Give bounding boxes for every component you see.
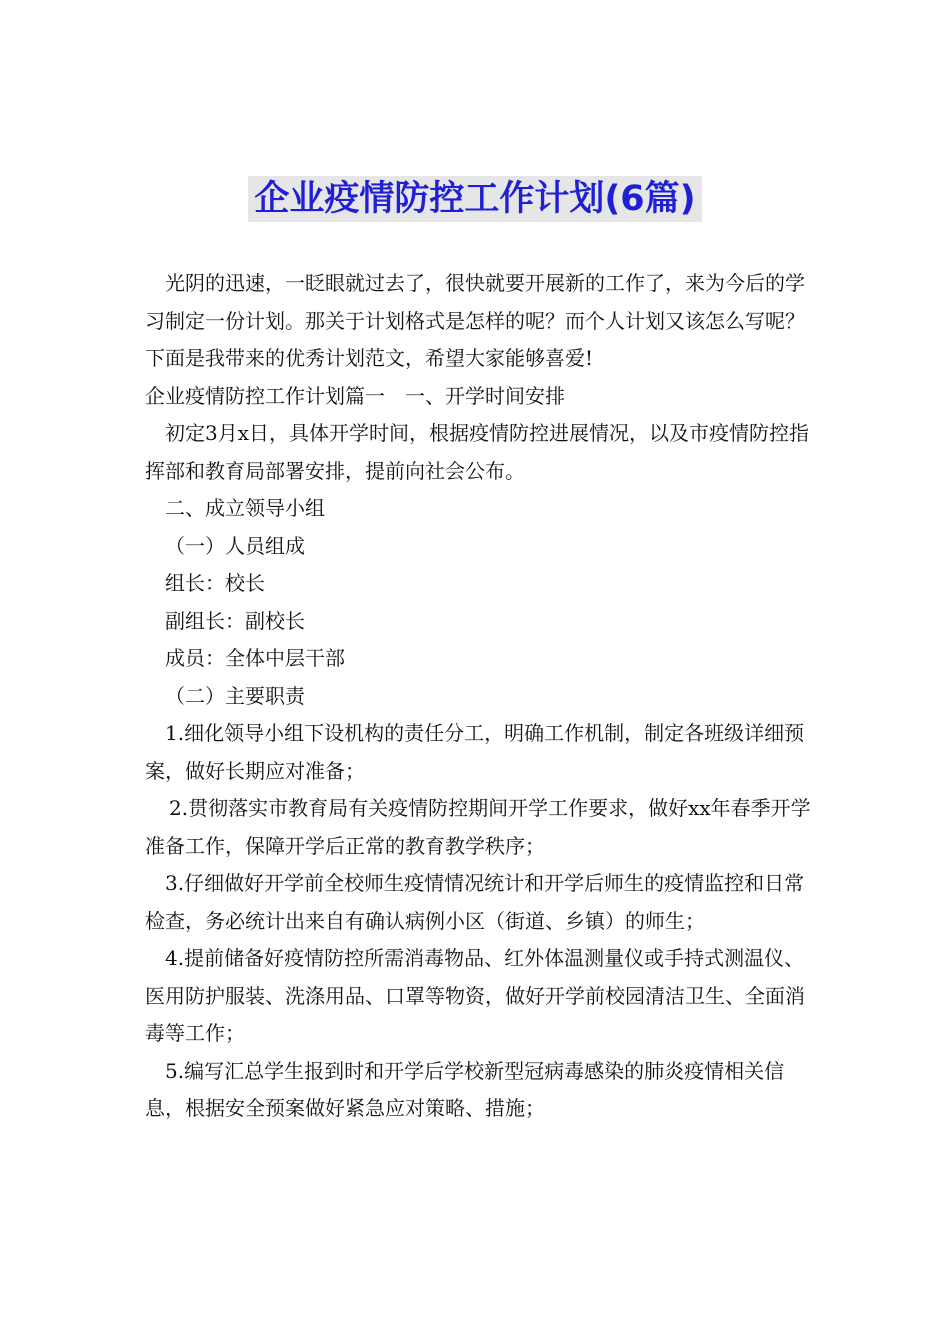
list-item: 成员：全体中层干部 xyxy=(165,646,345,670)
intro-paragraph: 光阴的迅速，一眨眼就过去了，很快就要开展新的工作了，来为今后的学习制定一份计划。那关于计划格式是怎样的呢？而个人计划又该怎么写呢？下面是我带来的优秀计划范文，希望大家能够喜爱! xyxy=(145,271,805,370)
numbered-item: 3.仔细做好开学前全校师生疫情情况统计和开学后师生的疫情监控和日常检查，务必统计出来自有确认病例小区（街道、乡镇）的师生； xyxy=(145,871,805,933)
numbered-item: 1.细化领导小组下设机构的责任分工，明确工作机制，制定各班级详细预案，做好长期应对准备； xyxy=(145,721,805,783)
paragraph: 初定3月x日，具体开学时间，根据疫情防控进展情况，以及市疫情防控指挥部和教育局部署安排，提前向社会公布。 xyxy=(145,421,810,483)
document-title: 企业疫情防控工作计划(6篇) xyxy=(248,176,701,222)
numbered-item: 2.贯彻落实市教育局有关疫情防控期间开学工作要求，做好xx年春季开学准备工作，保障开学后正常的教育教学秩序； xyxy=(145,796,811,858)
numbered-item: 4.提前储备好疫情防控所需消毒物品、红外体温测量仪或手持式测温仪、医用防护服装、洗涤用品、口罩等物资，做好开学前校园清洁卫生、全面消毒等工作； xyxy=(145,946,805,1045)
subheading: （一）人员组成 xyxy=(165,533,305,558)
list-item: 副组长：副校长 xyxy=(165,608,305,633)
subheading: 二、成立领导小组 xyxy=(165,496,325,520)
section-heading: 企业疫情防控工作计划篇一 一、开学时间安排 xyxy=(145,383,565,408)
subheading: （二）主要职责 xyxy=(165,683,305,708)
document-body xyxy=(145,265,813,1128)
title-container xyxy=(0,176,950,222)
numbered-item: 5.编写汇总学生报到时和开学后学校新型冠病毒感染的肺炎疫情相关信息，根据安全预案做好紧急应对策略、措施； xyxy=(145,1058,785,1120)
list-item: 组长：校长 xyxy=(165,571,265,595)
